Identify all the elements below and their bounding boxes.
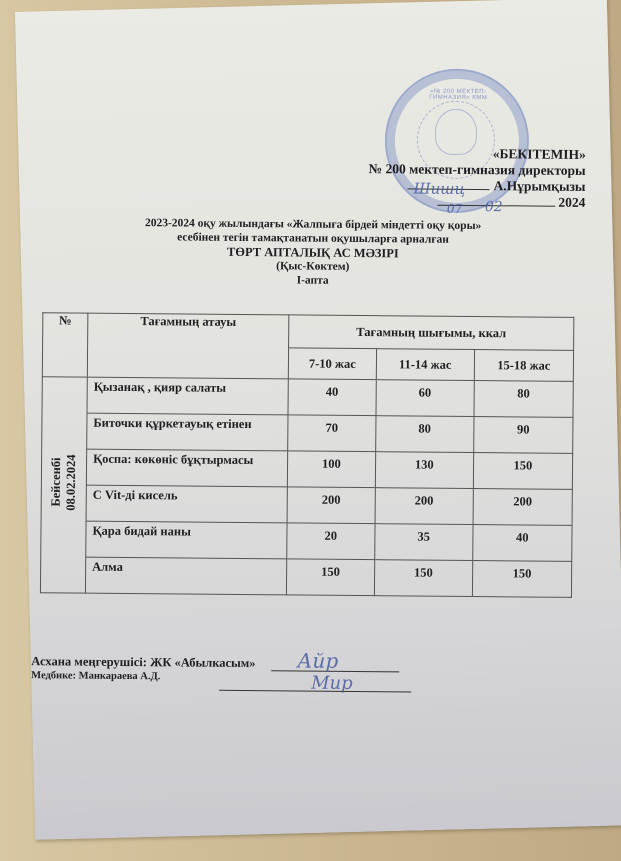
table-row [41, 521, 572, 562]
kcal-15-18: 40 [472, 525, 572, 562]
footer-signatures [31, 654, 255, 683]
kcal-11-14: 60 [376, 380, 474, 417]
menu-document [15, 0, 621, 840]
kcal-7-10: 20 [287, 523, 375, 560]
header-dish-name: Тағамның атауы [87, 313, 289, 379]
approval-day: 07 [446, 201, 463, 216]
kcal-7-10: 70 [288, 415, 376, 452]
director-signature-glyph: Шишц [413, 179, 466, 198]
approval-title: «БЕКІТЕМІН» [492, 146, 586, 162]
header-age-15-18: 15-18 жас [474, 350, 574, 382]
kcal-11-14: 35 [375, 524, 473, 561]
nurse: Медбике: Манкараева А.Д. [31, 670, 161, 683]
kcal-15-18: 150 [472, 561, 572, 598]
approval-position: № 200 мектеп-гимназия директоры [368, 161, 586, 178]
stamp-text: «№ 200 МЕКТЕП-ГИМНАЗИЯ» КММ [429, 88, 488, 102]
table-row [40, 557, 571, 598]
kcal-11-14: 200 [375, 488, 473, 525]
heading-line-1: 2023-2024 оқу жылындағы «Жалпыға бірдей міндетті оқу қоры» [144, 217, 482, 233]
table-row [41, 485, 572, 526]
header-number: № [42, 313, 88, 377]
table-row [41, 449, 572, 490]
kcal-15-18: 90 [473, 417, 573, 454]
table-header-row [43, 313, 574, 351]
nurse-signature: Мир [311, 672, 353, 694]
kcal-7-10: 40 [288, 379, 376, 416]
dish-name: Қызанақ , қияр салаты [87, 377, 288, 415]
kcal-11-14: 130 [375, 452, 473, 489]
director-signature [408, 179, 490, 198]
dish-name: Қара бидай наны [86, 521, 287, 559]
day-date: 08.02.2024 [63, 454, 79, 512]
approval-date-line [368, 193, 586, 216]
heading-line-2: есебінен тегін тамақтанатын оқушыларға арналған [177, 231, 449, 246]
approval-signatory: А.Нұрымқызы [493, 178, 586, 194]
day-cell [40, 377, 87, 593]
kcal-7-10: 100 [287, 451, 375, 488]
heading-season: (Қыс-Көктем) [276, 260, 350, 273]
table-row [42, 413, 573, 454]
kcal-7-10: 200 [287, 487, 375, 524]
header-age-7-10: 7-10 жас [288, 348, 376, 380]
kcal-11-14: 80 [375, 416, 473, 453]
header-kcal: Тағамның шығымы, ккал [289, 315, 574, 350]
dish-name: Қоспа: көкөніс бұқтырмасы [86, 449, 287, 487]
approval-date-blank [437, 199, 555, 216]
approval-month: 02 [484, 199, 503, 216]
heading-title: ТӨРТ АПТАЛЫҚ АС МӘЗІРІ [226, 244, 399, 261]
header-age-11-14: 11-14 жас [376, 349, 474, 381]
kcal-11-14: 150 [374, 560, 472, 597]
heading-week: І-апта [296, 274, 329, 287]
day-label [49, 455, 79, 512]
approval-block [368, 145, 586, 216]
kcal-15-18: 200 [473, 489, 573, 526]
kcal-15-18: 80 [474, 381, 574, 418]
canteen-signature: Айр [297, 648, 339, 673]
day-weekday: Бейсенбі [48, 458, 64, 508]
approval-signatory-line [368, 177, 586, 198]
table-row [42, 377, 573, 418]
nurse-signature-line [219, 672, 411, 694]
canteen-head: Асхана меңгерушісі: ЖК «Абылкасым» [31, 654, 256, 671]
approval-year: 2024 [558, 194, 586, 210]
dish-name: С Vit-ді кисель [86, 485, 287, 523]
dish-name: Алма [85, 557, 286, 595]
dish-name: Биточки құркетауық етінен [87, 413, 288, 451]
kcal-7-10: 150 [286, 559, 374, 596]
kcal-15-18: 150 [473, 453, 573, 490]
document-heading [93, 216, 534, 290]
menu-table [40, 312, 574, 598]
